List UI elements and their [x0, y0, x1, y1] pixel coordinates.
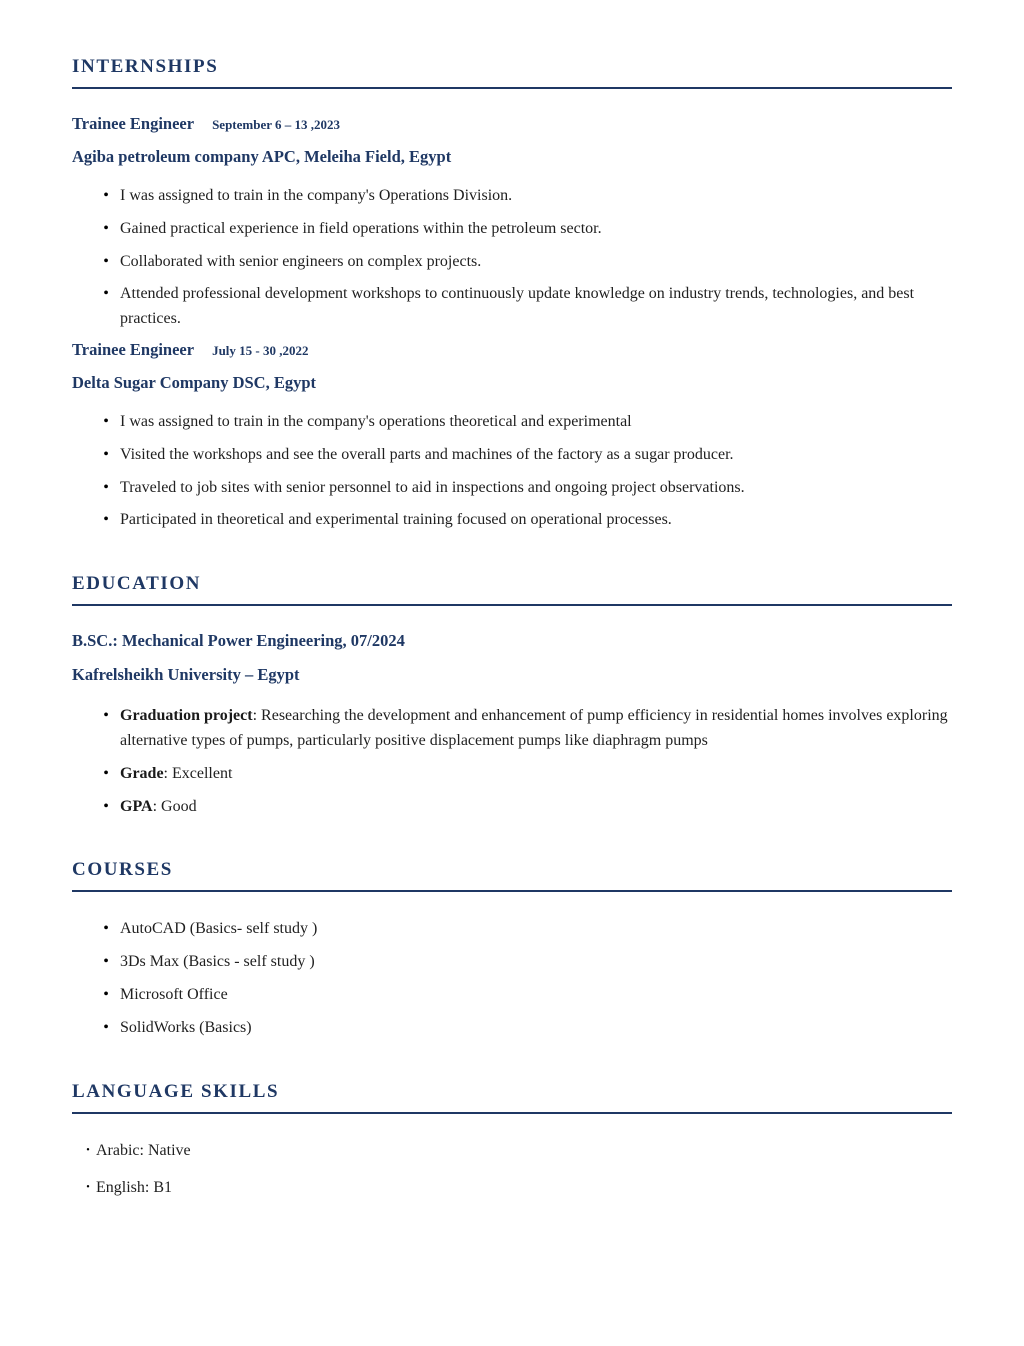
list-item [72, 508, 952, 533]
job-bullet-list [72, 410, 952, 533]
list-item [72, 443, 952, 468]
bullet-text: I was assigned to train in the company's operations theoretical and experimental [120, 412, 632, 430]
bullet-value: : Researching the development and enhancement of pump efficiency in residential homes involves exploring alternative types of pumps, particularly positive displacement pumps like diaphragm pumps [120, 707, 948, 749]
list-item [72, 410, 952, 435]
course-item [72, 950, 952, 975]
education-bullet-list [72, 704, 952, 819]
course-item [72, 983, 952, 1008]
bullet-icon: • [103, 953, 109, 971]
bullet-icon: • [103, 219, 109, 237]
job-header [72, 114, 952, 134]
bullet-text [120, 762, 952, 787]
languages-title: LANGUAGE SKILLS [72, 1080, 280, 1102]
language-item [72, 1176, 952, 1200]
list-item [72, 476, 952, 501]
job-role: Trainee Engineer [72, 114, 195, 133]
section-courses [72, 859, 952, 1040]
bullet-label: Graduation project [120, 707, 253, 725]
bullet-icon: • [103, 1018, 109, 1036]
list-item [72, 795, 952, 820]
bullet-icon: • [103, 445, 109, 463]
list-item [72, 704, 952, 754]
bullet-icon: • [103, 920, 109, 938]
degree-line: B.SC.: Mechanical Power Engineering, 07/2024 [72, 631, 405, 651]
language-text: Arabic: Native [96, 1141, 191, 1159]
bullet-text: Visited the workshops and see the overall parts and machines of the factory as a sugar producer. [120, 445, 734, 463]
bullet-text: Collaborated with senior engineers on complex projects. [120, 252, 482, 270]
course-text: AutoCAD (Basics- self study ) [120, 920, 318, 938]
bullet-text [120, 795, 952, 820]
language-item [72, 1139, 952, 1163]
bullet-label: Grade [120, 764, 164, 782]
bullet-icon: • [103, 412, 109, 430]
list-item [72, 184, 952, 209]
job-role: Trainee Engineer [72, 339, 195, 359]
course-text: 3Ds Max (Basics - self study ) [120, 953, 315, 971]
list-item [72, 762, 952, 787]
bullet-text: Traveled to job sites with senior personnel to aid in inspections and ongoing project observations. [120, 478, 745, 496]
bullet-icon: • [103, 187, 109, 204]
languages-list [72, 1139, 952, 1200]
courses-title: COURSES [72, 859, 173, 881]
bullet-icon: • [86, 1144, 90, 1156]
job-bullet-list [72, 184, 952, 332]
education-divider [72, 604, 952, 606]
bullet-icon: • [103, 478, 109, 496]
courses-divider [72, 890, 952, 892]
job-dates: July 15 - 30 ,2022 [212, 342, 309, 358]
bullet-icon: • [103, 252, 109, 270]
job-entry-2 [72, 340, 952, 533]
bullet-icon: • [103, 985, 109, 1003]
list-item [72, 250, 952, 275]
section-internships [72, 56, 952, 533]
bullet-text: Gained practical experience in field operations within the petroleum sector. [120, 219, 602, 237]
job-entry-1 [72, 114, 952, 332]
list-item [72, 282, 952, 332]
job-company: Agiba petroleum company APC, Meleiha Field, Egypt [72, 147, 452, 166]
bullet-text [120, 704, 952, 754]
language-text: English: B1 [96, 1178, 173, 1196]
course-item [72, 917, 952, 942]
list-item [72, 217, 952, 242]
bullet-value: : Excellent [163, 764, 233, 782]
job-dates: September 6 – 13 ,2023 [212, 117, 341, 132]
courses-list [72, 917, 952, 1040]
bullet-icon: • [103, 511, 109, 529]
university-line: Kafrelsheikh University – Egypt [72, 665, 300, 685]
course-text: Microsoft Office [120, 985, 228, 1003]
bullet-icon: • [86, 1181, 90, 1193]
job-header [72, 340, 952, 360]
section-languages [72, 1081, 952, 1200]
internships-title: INTERNSHIPS [72, 56, 219, 77]
internships-divider [72, 87, 952, 89]
bullet-icon: • [103, 707, 109, 725]
bullet-icon: • [103, 764, 109, 782]
bullet-text: I was assigned to train in the company's Operations Division. [120, 187, 513, 204]
languages-divider [72, 1112, 952, 1114]
bullet-text: Attended professional development workshops to continuously update knowledge on industry trends, technologies, and best practices. [120, 285, 915, 328]
section-education [72, 573, 952, 819]
bullet-icon: • [103, 285, 109, 303]
course-text: SolidWorks (Basics) [120, 1018, 252, 1036]
job-company: Delta Sugar Company DSC, Egypt [72, 372, 317, 392]
bullet-icon: • [103, 797, 109, 815]
bullet-value: : Good [152, 797, 197, 815]
bullet-label: GPA [120, 797, 153, 815]
course-item [72, 1016, 952, 1041]
education-title: EDUCATION [72, 573, 202, 595]
bullet-text: Participated in theoretical and experimental training focused on operational processes. [120, 511, 672, 529]
